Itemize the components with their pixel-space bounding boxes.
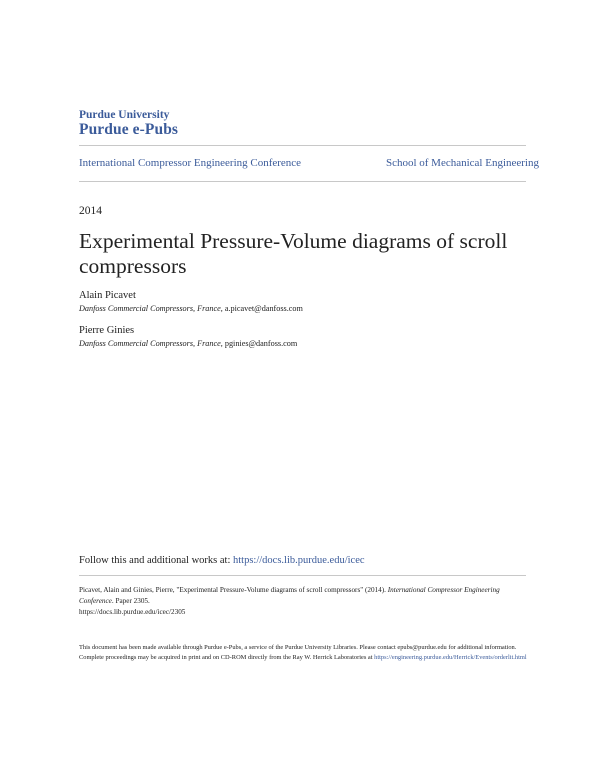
author-affiliation: Danfoss Commercial Compressors, France, a.picavet@danfoss.com (79, 304, 303, 313)
author-name: Pierre Ginies (79, 325, 135, 336)
notice-line-2 (79, 653, 529, 663)
citation (79, 585, 529, 618)
nav-divider (79, 181, 526, 182)
author-block-1 (79, 290, 303, 313)
header-divider (79, 145, 526, 146)
notice-text: Complete proceedings may be acquired in print and on CD-ROM directly from the Ray W. Herrick Laboratories at (79, 654, 375, 661)
author-affiliation: Danfoss Commercial Compressors, France, pginies@danfoss.com (79, 339, 298, 348)
author-block-2 (79, 325, 297, 348)
publication-year: 2014 (79, 205, 102, 217)
availability-notice (79, 643, 529, 663)
notice-line-1: This document has been made available through Purdue e-Pubs, a service of the Purdue University Libraries. Please contact epubs@purdue.edu for additional information. (79, 644, 517, 651)
follow-link[interactable]: https://docs.lib.purdue.edu/icec (233, 555, 365, 566)
citation-paper: . Paper 2305. (111, 597, 150, 605)
university-name: Purdue University (79, 109, 170, 121)
affiliation-text: Danfoss Commercial Compressors, France (79, 304, 221, 313)
footer-divider (79, 575, 526, 576)
follow-label: Follow this and additional works at: (79, 555, 233, 566)
affiliation-text: Danfoss Commercial Compressors, France (79, 339, 221, 348)
paper-title: Experimental Pressure-Volume diagrams of scroll compressors (79, 229, 508, 278)
author-name: Alain Picavet (79, 290, 136, 301)
author-email[interactable]: a.picavet@danfoss.com (224, 304, 303, 313)
author-email[interactable]: pginies@danfoss.com (224, 339, 298, 348)
citation-url[interactable]: https://docs.lib.purdue.edu/icec/2305 (79, 608, 186, 616)
repository-name[interactable]: Purdue e-Pubs (79, 121, 179, 138)
herrick-link[interactable]: https://engineering.purdue.edu/Herrick/Events/orderlit.html (374, 654, 527, 661)
citation-venue: International Compressor Engineering Conference (79, 586, 500, 605)
conference-link[interactable]: International Compressor Engineering Conference (79, 157, 302, 169)
citation-text: Picavet, Alain and Ginies, Pierre, "Experimental Pressure-Volume diagrams of scroll compressors" (2014). (79, 586, 388, 594)
school-link[interactable]: School of Mechanical Engineering (385, 157, 539, 169)
follow-line (79, 555, 365, 566)
